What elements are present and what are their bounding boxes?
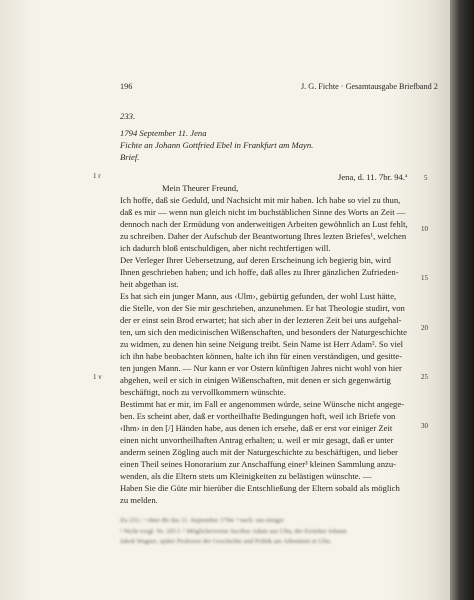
letter-date-place: 1794 September 11. Jena — [120, 128, 207, 138]
text-line: ten jungen Mann. — Nur kann er vor Ostern künftigen Jahres nicht wohl von hier — [120, 363, 402, 373]
letter-type: Brief. — [120, 152, 140, 162]
footnote: Zu 233.: ᵃ ohne die das 11. September 1794. ᵇ nach: aus einiger — [120, 517, 285, 524]
text-line: die Stelle, von der Sie mir geschrieben, anzunehmen. Er hat Theologie studirt, von — [120, 303, 405, 313]
footnote: ¹ Nicht vorgl. Nr. 205 f. ² Möglicherweise Jacobus Adam aus Ulm, der Erzieher Johann — [120, 528, 347, 535]
letter-addressee: Fichte an Johann Gottfried Ebel in Frankfurt am Mayn. — [120, 140, 314, 150]
text-line: einen nicht unvortheilhaften Antrag erhalten; u. weil er mir gesagt, daß er unter — [120, 435, 394, 445]
text-line: dennoch nach der Ermüdung von anderweitigen Arbeiten gewöhnlich an Lust fehlt, — [120, 219, 408, 229]
page-number: 196 — [120, 82, 133, 91]
text-line: Ich hoffe, daß sie Geduld, und Nachsicht mit mir haben. Ich habe so viel zu thun, — [120, 195, 401, 205]
text-line: zu melden. — [120, 495, 158, 505]
text-line: Haben Sie die Güte mir hierüber die Entschließung der Eltern sobald als möglich — [120, 483, 400, 493]
text-line: einen Theil seines Honorarium zur Anschaffung einer³ kleinen Sammlung anzu- — [120, 459, 397, 469]
letter-dateline: Jena, d. 11. 7br. 94.$^a$ — [338, 172, 408, 182]
line-number: 30 — [421, 422, 428, 430]
text-line: Ihnen geschrieben haben; und ich hoffe, daß alles zu Ihrer gänzlichen Zufrieden- — [120, 267, 399, 277]
text-line: Der Verleger Ihrer Uebersetzung, auf deren Erscheinung ich begierig bin, wird — [120, 255, 391, 265]
footnote: Jakob Wagner, später Professor der Geschichte und Politik am Athenäum in Ulm. — [120, 538, 332, 545]
text-line: Es hat sich ein junger Mann, aus ‹Ulm›, gebürtig gefunden, der wohl Lust hätte, — [120, 291, 397, 301]
text-line: zu schreiben. Daher der Aufschub der Beantwortung Ihres lezten Briefes¹, welchen — [120, 231, 407, 241]
text-line: ben. Es scheint aber, daß er vortheilhafte Bedingungen hoft, weil ich Briefe von — [120, 411, 396, 421]
text-line: ‹Ihm› in den [/] Händen habe, aus denen ich ersehe, daß er erst vor einiger Zeit — [120, 423, 393, 433]
book-spine-shadow — [450, 0, 474, 600]
text-line: daß es mir — wenn nun gleich nicht im buchstäblichen Sinne des Worts an Zeit — — [120, 207, 406, 217]
text-line: der er einst sein Brod erwartet; hat sich aber in der lezteren Zeit bei uns aufgehal- — [120, 315, 402, 325]
text-line: heit abgethan ist. — [120, 279, 179, 289]
line-number: 25 — [421, 373, 428, 381]
text-line: zu widmen, zu denen hin seine Neigung treibt. Sein Name ist Herr Adam². So viel — [120, 339, 404, 349]
text-line: ten, um sich den medicinischen Wißenschaften, und besonders der Naturgeschichte — [120, 327, 407, 337]
salutation: Mein Theurer Freund, — [162, 183, 239, 193]
line-number: 10 — [421, 225, 428, 233]
line-number: 5 — [424, 174, 428, 182]
line-number: 15 — [421, 274, 428, 282]
text-line: wenden, als die Eltern stets um Kleinigkeiten zu belästigen wünschte. — — [120, 471, 372, 481]
text-line: ich dadurch bloß entschuldigen, aber nicht rechtfertigen will. — [120, 243, 331, 253]
text-line: ich ihn habe beobachten können, halte ich ihn für einen verständigen, und gesitte- — [120, 351, 403, 361]
folio-mark-1v: 1 v — [93, 373, 102, 381]
text-line: anderm seinen Zögling auch mit der Naturgeschichte zu beschäftigen, und lieber — [120, 447, 398, 457]
text-line: abgehen, weil er sich in einigen Wißenschaften, mit denen er sich gegenwärtig — [120, 375, 391, 385]
folio-mark-1r: 1 r — [93, 172, 101, 180]
text-line: beschäftigt, noch zu vervollkommern wünschte. — [120, 387, 286, 397]
line-number: 20 — [421, 324, 428, 332]
text-line: Bestimmt hat er mir, im Fall er angenommen würde, seine Wünsche nicht angege- — [120, 399, 405, 409]
running-title: J. G. Fichte · Gesamtausgabe Briefband 2 — [301, 82, 438, 91]
letter-number: 233. — [120, 111, 136, 121]
